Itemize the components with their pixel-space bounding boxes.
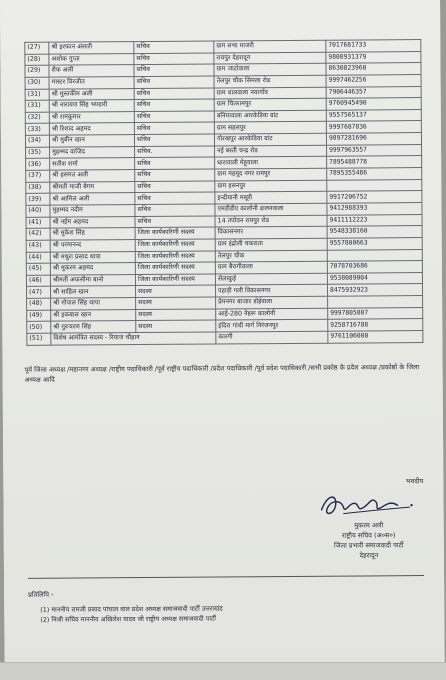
member-name: श्री गोपाल सिंह थापा [51, 298, 136, 310]
member-phone: 9917206752 [327, 191, 422, 203]
member-address: ग्राम सभा माजरी [214, 40, 326, 52]
member-phone: 9997462256 [326, 74, 421, 86]
row-number: (42) [26, 228, 50, 240]
member-address: तेलपुर चौक [215, 250, 327, 262]
member-phone: 9411112223 [327, 214, 422, 226]
member-table-body [25, 40, 423, 345]
member-phone: 7017681733 [326, 40, 421, 52]
member-address: ग्राम चितरामपुर [214, 98, 326, 110]
member-address: ग्राम बैरागीवाला [215, 261, 327, 273]
member-address: प्रेमनगर बाजार डोईवाला [216, 296, 328, 308]
signature-role: जिला प्रभारी समाजवादी पार्टी [333, 540, 404, 550]
member-address: ग्राम महमूद नगर रामपुर [215, 168, 327, 180]
member-name: शैफ अली [49, 65, 134, 77]
copy-list [28, 587, 428, 625]
row-number: (32) [25, 112, 49, 124]
member-phone: 7895488778 [327, 156, 422, 168]
member-name: श्री आमिल अली [50, 193, 135, 205]
row-number: (46) [26, 275, 50, 287]
member-phone: 7078703686 [327, 261, 422, 273]
row-number: (47) [27, 287, 51, 299]
member-name: श्रीमती अफसीमा बानो [50, 274, 135, 286]
member-designation: सचिव [135, 181, 215, 193]
member-designation: सचिव [135, 192, 215, 204]
member-phone: 9997805807 [328, 307, 423, 319]
member-name: श्री नईम अहमद [50, 216, 135, 228]
copy-item: (1) माननीय रामजी प्रसाद पांचाल वाल प्रदेश अध्यक्ष समाजवादी पार्टी उत्तराखंड [40, 604, 223, 614]
member-address: गोरखपुर आरकेडिया ग्रांट [214, 133, 326, 145]
member-designation: जिला कार्यकारिणी सदस्य [135, 262, 215, 274]
member-phone [327, 179, 422, 191]
member-designation: सचिव [134, 76, 214, 88]
member-address: 14 तपोवन रायपुर रोड [215, 215, 327, 227]
member-name: अशोक गुप्ता [49, 53, 134, 65]
member-phone: 9258716788 [328, 319, 423, 331]
member-name: श्री मुबीन खान [49, 135, 134, 147]
member-designation: सदस्य [136, 309, 216, 321]
member-designation: सचिव [134, 41, 214, 53]
member-address: कारगी [216, 331, 328, 343]
member-name: श्री इरफान अंसारी [49, 42, 134, 54]
member-name: सतीश शर्मा [50, 158, 135, 170]
copy-item: (2) निजी सचिव माननीय अखिलेश यादव जी राष्ट्रीय अध्यक्ष समाजवादी पार्टी [40, 614, 216, 624]
member-designation: सदस्य [136, 297, 216, 309]
member-name: श्री परमानन्द [50, 239, 135, 251]
member-phone: 9760945490 [326, 98, 421, 110]
member-phone: 9897281696 [326, 133, 421, 145]
member-address: एमडीडीए कालोनी डालनवाला [215, 203, 327, 215]
member-address: ग्राम इंद्रोली चकराता [215, 238, 327, 250]
member-address: बनियावाला आरकेडिया ग्रांट [214, 110, 326, 122]
member-phone: 9557565137 [326, 109, 421, 121]
member-name: मुहम्मद नदीम [50, 205, 135, 217]
member-address: ग्राम जाटोवाला [214, 64, 326, 76]
member-address: रायपुर देहरादून [214, 52, 326, 64]
member-phone [327, 249, 422, 261]
member-designation: सचिव [135, 157, 215, 169]
page-edge [0, 662, 446, 680]
member-phone: 9548338160 [327, 226, 422, 238]
member-name: श्री साहिल खान [51, 286, 136, 298]
member-address: ग्राम हसनपुर [215, 180, 327, 192]
member-name: श्री नारायण सिंह भण्डारी [49, 100, 134, 112]
row-number: (28) [25, 54, 49, 66]
row-number: (39) [26, 193, 50, 205]
row-number: (31) [25, 100, 49, 112]
member-address: पहाड़ी गली विकासनगर [215, 285, 327, 297]
member-designation: जिला कार्यकारिणी सदस्य [135, 251, 215, 263]
member-phone: 9412988393 [327, 203, 422, 215]
member-designation: सचिव [134, 111, 214, 123]
row-number: (50) [27, 322, 51, 334]
member-name: श्री मुस्तकीम अली [49, 88, 134, 100]
member-phone: 8475932923 [327, 284, 422, 296]
member-name: श्री इकबाल खान [51, 309, 136, 321]
member-designation: जिला कार्यकारिणी सदस्य [135, 239, 215, 251]
row-number: (45) [26, 263, 50, 275]
member-phone: 9997963557 [327, 144, 422, 156]
row-number: (44) [26, 252, 50, 264]
row-number: (51) [27, 333, 51, 345]
member-phone: 9997687836 [326, 121, 421, 133]
member-name: श्री मुकरम अहमद [50, 263, 135, 275]
row-number: (38) [26, 182, 50, 194]
member-designation: सचिव [135, 216, 215, 228]
member-designation: सचिव [134, 64, 214, 76]
member-name: श्री गुरुचरण सिंह [51, 321, 136, 333]
member-designation: जिला कार्यकारिणी सदस्य [135, 227, 215, 239]
member-designation: सचिव. [135, 146, 215, 158]
member-phone: 9557800663 [327, 237, 422, 249]
row-number: (43) [26, 240, 50, 252]
member-address: नई बस्ती चन्द्र रोड [215, 145, 327, 157]
signature-name: मुकरम अली [354, 521, 384, 530]
divider [28, 575, 424, 579]
member-designation: सचिव [134, 53, 214, 65]
member-address: तेलपुर चौक सिमला रोड [214, 75, 326, 87]
member-phone: 9808931379 [326, 51, 421, 63]
member-address: इंदिरा गांधी मार्ग निरंजनपुर [216, 320, 328, 332]
member-address: धारावाली मेहूवाला [215, 157, 327, 169]
member-address: सेलाकुई [215, 273, 327, 285]
member-phone: 7895355486 [327, 168, 422, 180]
member-name: श्री रिशाद अहमद [49, 123, 134, 135]
member-name: श्री मथुरा प्रसाद थापा [50, 251, 135, 263]
member-phone: 7906446357 [326, 86, 421, 98]
row-number: (33) [25, 124, 49, 136]
row-number: (35) [26, 147, 50, 159]
row-number: (40) [26, 205, 50, 217]
signature-block [303, 477, 434, 561]
member-designation: सचिव [134, 122, 214, 134]
row-number: (37) [26, 170, 50, 182]
member-name: विशेष आमंत्रित सदस्य - रियाज चौहान [51, 332, 216, 345]
member-name: श्री रामकुमार [49, 111, 134, 123]
row-number: (36) [26, 159, 50, 171]
row-number: (34) [25, 135, 49, 147]
member-address: विकासनगर [215, 226, 327, 238]
row-number: (27) [25, 42, 49, 54]
table-row [27, 331, 423, 345]
member-table [24, 39, 423, 345]
member-designation: सचिव [135, 169, 215, 181]
row-number: (49) [27, 310, 51, 322]
member-designation: सदस्य [136, 285, 216, 297]
row-number: (48) [27, 298, 51, 310]
member-designation: सचिव [134, 88, 214, 100]
member-name: श्री मुकेश सिंह [50, 228, 135, 240]
member-designation: सचिव [134, 134, 214, 146]
signature-salutation: भवदीय [405, 477, 424, 486]
member-designation: जिला कार्यकारिणी सदस्य [135, 274, 215, 286]
signature-title: राष्ट्रीय सचिव (अ०स०) [341, 531, 396, 540]
handwritten-signature [313, 487, 423, 522]
signature-place: देहरादून [359, 550, 379, 560]
member-name: श्रीमती माजी बेगम [50, 181, 135, 193]
member-address: आई-280 नेहरू कालोनी [216, 308, 328, 320]
member-name: श्री हसमत अली [50, 170, 135, 182]
member-designation: सचिव [134, 99, 214, 111]
member-phone: 9538089004 [327, 272, 422, 284]
row-number: (31) [25, 89, 49, 101]
member-phone: 8630823960 [326, 63, 421, 75]
row-number: (41) [26, 217, 50, 229]
row-number: (29) [25, 65, 49, 77]
row-number: (30) [25, 77, 49, 89]
member-name: मास्टर विरजीत [49, 76, 134, 88]
member-designation: सचिव [135, 204, 215, 216]
copy-title: प्रतिलिपि - [28, 590, 54, 599]
member-phone: 9761106000 [328, 331, 423, 343]
note-text: पूर्व जिला अध्यक्ष /महानगर अध्यक्ष /राष्ट्रीय पदाधिकारी /पूर्व राष्ट्रीय पदाधिकारी /प्रदेश पदाधिकारी /पूर्व प्रदेश पदाधिकारी /सभी प्रकोष्ठ के प्रदेश अध्यक्ष /प्रकोष्ठों के जिला अध्यक्ष आदि [24, 363, 420, 384]
member-designation: सदस्य [136, 320, 216, 332]
member-phone [328, 296, 423, 308]
member-address: ग्राम धालवाला नयागाँव [214, 87, 326, 99]
member-address: इन्दीयानी मसूरी [215, 192, 327, 204]
member-name: मुहम्मद वाजिद [50, 146, 135, 158]
member-address: ग्राम सहसपुर [214, 122, 326, 134]
